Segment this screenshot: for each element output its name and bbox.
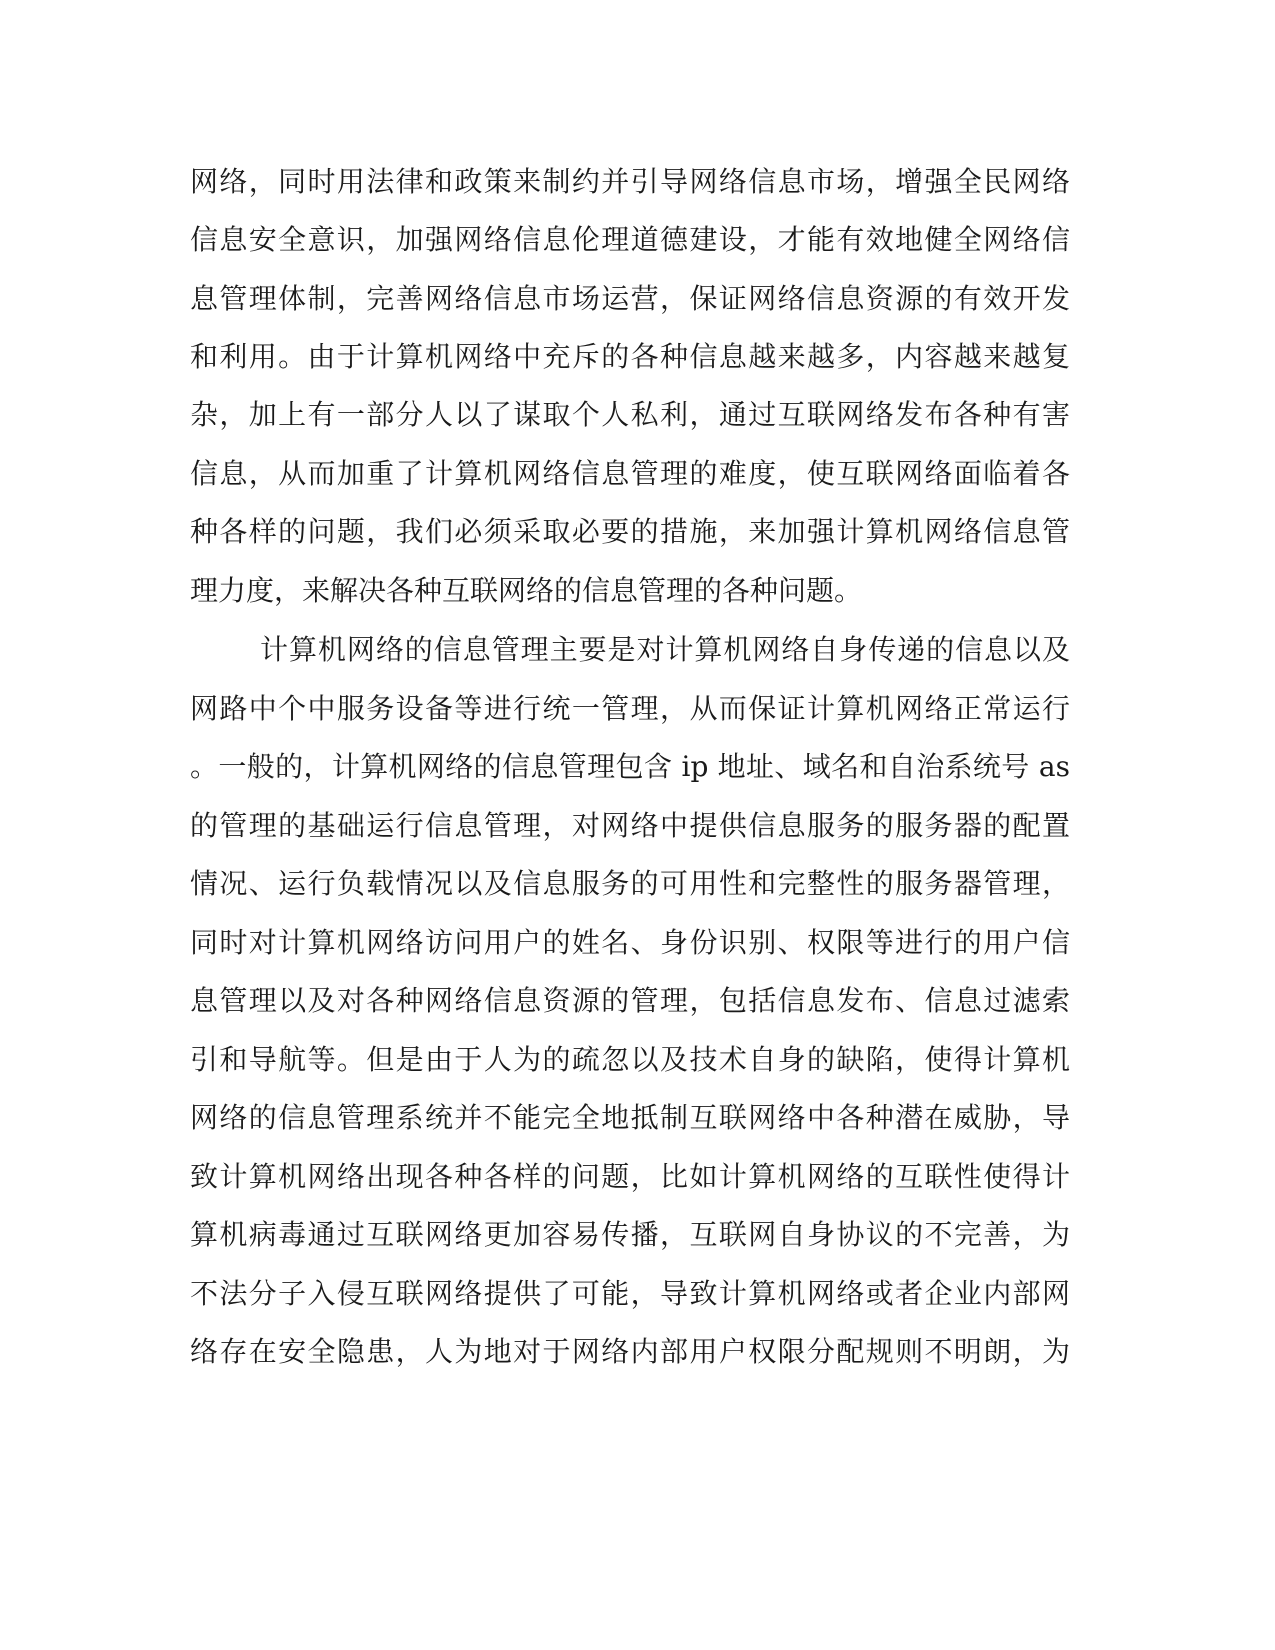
paragraph-1-line: 杂，加上有一部分人以了谋取个人私利，通过互联网络发布各种有害 [190,398,1070,431]
paragraph-2-line: 息管理以及对各种网络信息资源的管理，包括信息发布、信息过滤索 [190,984,1070,1017]
paragraph-1-line: 网络，同时用法律和政策来制约并引导网络信息市场，增强全民网络 [190,165,1070,198]
paragraph-2-line: 的管理的基础运行信息管理，对网络中提供信息服务的服务器的配置 [190,809,1070,842]
paragraph-2-line: 网络的信息管理系统并不能完全地抵制互联网络中各种潜在威胁，导 [190,1101,1070,1134]
paragraph-1-line: 息管理体制，完善网络信息市场运营，保证网络信息资源的有效开发 [190,282,1070,315]
paragraph-2-line: 网路中个中服务设备等进行统一管理，从而保证计算机网络正常运行 [190,692,1070,725]
paragraph-1-line: 信息安全意识，加强网络信息伦理道德建设，才能有效地健全网络信 [190,223,1070,256]
paragraph-2-line: 算机病毒通过互联网络更加容易传播，互联网自身协议的不完善，为 [190,1218,1070,1251]
paragraph-2-line: 致计算机网络出现各种各样的问题，比如计算机网络的互联性使得计 [190,1160,1070,1193]
paragraph-2-line: 情况、运行负载情况以及信息服务的可用性和完整性的服务器管理， [190,867,1070,900]
paragraph-2-line: 。一般的，计算机网络的信息管理包含 ip 地址、域名和自治系统号 as [190,750,1070,783]
paragraph-1-line: 种各样的问题，我们必须采取必要的措施，来加强计算机网络信息管 [190,515,1070,548]
paragraph-2-line: 不法分子入侵互联网络提供了可能，导致计算机网络或者企业内部网 [190,1277,1070,1310]
paragraph-2-line: 计算机网络的信息管理主要是对计算机网络自身传递的信息以及 [260,633,1070,666]
paragraph-1-line: 和利用。由于计算机网络中充斥的各种信息越来越多，内容越来越复 [190,340,1070,373]
paragraph-2-line: 同时对计算机网络访问用户的姓名、身份识别、权限等进行的用户信 [190,926,1070,959]
paragraph-1-line: 理力度，来解决各种互联网络的信息管理的各种问题。 [190,574,863,607]
paragraph-2-line: 引和导航等。但是由于人为的疏忽以及技术自身的缺陷，使得计算机 [190,1043,1070,1076]
paragraph-2-line: 络存在安全隐患，人为地对于网络内部用户权限分配规则不明朗，为 [190,1335,1070,1368]
paragraph-1-line: 信息，从而加重了计算机网络信息管理的难度，使互联网络面临着各 [190,457,1070,490]
